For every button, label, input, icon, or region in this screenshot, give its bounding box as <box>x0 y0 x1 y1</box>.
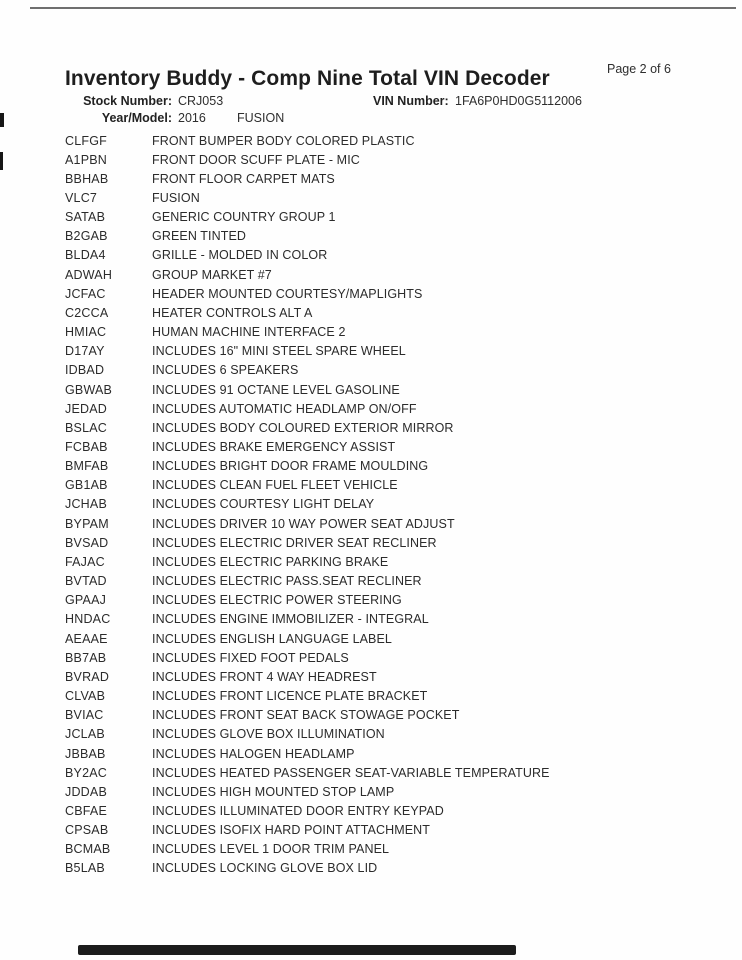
vin-option-row <box>0 285 742 304</box>
option-code: CPSAB <box>65 823 109 838</box>
vin-option-row <box>0 515 742 534</box>
vin-option-row <box>0 342 742 361</box>
option-description: FRONT FLOOR CARPET MATS <box>152 171 335 186</box>
option-description: INCLUDES 91 OCTANE LEVEL GASOLINE <box>152 382 400 397</box>
option-description: FRONT BUMPER BODY COLORED PLASTIC <box>152 133 415 148</box>
option-code: A1PBN <box>65 152 107 167</box>
vin-option-row <box>0 725 742 744</box>
vin-option-row <box>0 764 742 783</box>
vin-option-row <box>0 706 742 725</box>
option-code: CLFGF <box>65 133 107 148</box>
option-code: JDDAB <box>65 784 107 799</box>
vin-number-value: 1FA6P0HD0G5112006 <box>455 94 582 108</box>
option-description: INCLUDES HIGH MOUNTED STOP LAMP <box>152 784 395 799</box>
vin-number-label: VIN Number: <box>373 94 449 108</box>
option-description: GRILLE - MOLDED IN COLOR <box>152 248 328 263</box>
option-code: GB1AB <box>65 478 108 493</box>
option-code: B5LAB <box>65 861 105 876</box>
vin-option-row <box>0 208 742 227</box>
option-description: INCLUDES BRIGHT DOOR FRAME MOULDING <box>152 459 429 474</box>
option-code: BMFAB <box>65 459 109 474</box>
option-description: HUMAN MACHINE INTERFACE 2 <box>152 325 346 340</box>
stock-number-value: CRJ053 <box>178 94 224 108</box>
vin-option-row <box>0 591 742 610</box>
option-code: BVSAD <box>65 535 109 550</box>
option-code: GBWAB <box>65 382 113 397</box>
option-code: CLVAB <box>65 689 106 704</box>
option-description: INCLUDES BRAKE EMERGENCY ASSIST <box>152 440 396 454</box>
option-description: INCLUDES ELECTRIC PARKING BRAKE <box>152 554 389 569</box>
option-code: BVRAD <box>65 669 110 684</box>
vin-option-row <box>0 859 742 878</box>
option-description: INCLUDES ELECTRIC PASS.SEAT RECLINER <box>152 574 422 589</box>
scan-artifact-top-line <box>30 7 736 9</box>
option-code: BLDA4 <box>65 248 106 263</box>
option-code: BYPAM <box>65 516 109 531</box>
option-description: INCLUDES ILLUMINATED DOOR ENTRY KEYPAD <box>152 803 444 818</box>
option-code: AEAAE <box>65 631 108 646</box>
option-description: GREEN TINTED <box>152 229 247 244</box>
option-description: INCLUDES AUTOMATIC HEADLAMP ON/OFF <box>152 401 417 416</box>
option-description: GROUP MARKET #7 <box>152 267 272 282</box>
option-description: INCLUDES ELECTRIC POWER STEERING <box>152 593 402 608</box>
option-description: INCLUDES FRONT 4 WAY HEADREST <box>152 669 377 684</box>
option-code: FCBAB <box>65 440 108 454</box>
vin-option-row <box>0 572 742 591</box>
option-code: C2CCA <box>65 305 109 320</box>
option-description: INCLUDES 16" MINI STEEL SPARE WHEEL <box>152 344 406 359</box>
option-description: FRONT DOOR SCUFF PLATE - MIC <box>152 152 360 167</box>
option-description: HEADER MOUNTED COURTESY/MAPLIGHTS <box>152 286 423 301</box>
vin-option-row <box>0 476 742 495</box>
option-description: INCLUDES ENGINE IMMOBILIZER - INTEGRAL <box>152 612 429 627</box>
option-description: INCLUDES FRONT SEAT BACK STOWAGE POCKET <box>152 708 460 723</box>
option-code: VLC7 <box>65 190 98 205</box>
option-description: INCLUDES GLOVE BOX ILLUMINATION <box>152 727 385 742</box>
vin-option-row <box>0 151 742 170</box>
vin-option-row <box>0 438 742 457</box>
option-code: GPAAJ <box>65 593 107 608</box>
option-description: INCLUDES HEATED PASSENGER SEAT-VARIABLE TEMPERATURE <box>152 765 550 780</box>
option-description: HEATER CONTROLS ALT A <box>152 305 313 320</box>
scan-artifact-bottom-bar <box>78 945 516 955</box>
vin-option-row <box>0 783 742 802</box>
option-code: ADWAH <box>65 267 113 282</box>
option-code: BBHAB <box>65 171 109 186</box>
vin-option-row <box>0 610 742 629</box>
option-description: INCLUDES FIXED FOOT PEDALS <box>152 650 349 665</box>
vin-option-row <box>0 361 742 380</box>
vin-option-row <box>0 170 742 189</box>
vin-option-row <box>0 266 742 285</box>
vin-option-row <box>0 400 742 419</box>
vin-option-row <box>0 495 742 514</box>
model-value: FUSION <box>237 111 285 125</box>
option-code: JCLAB <box>65 727 105 742</box>
option-description: INCLUDES DRIVER 10 WAY POWER SEAT ADJUST <box>152 516 455 531</box>
option-description: INCLUDES ENGLISH LANGUAGE LABEL <box>152 631 392 646</box>
vin-option-row <box>0 381 742 400</box>
option-description: INCLUDES ELECTRIC DRIVER SEAT RECLINER <box>152 535 437 550</box>
year-value: 2016 <box>178 111 206 125</box>
year-model-label: Year/Model: <box>101 111 172 125</box>
vin-option-row <box>0 132 742 151</box>
option-description: INCLUDES ISOFIX HARD POINT ATTACHMENT <box>152 823 431 838</box>
option-code: HNDAC <box>65 612 111 627</box>
vin-option-row <box>0 687 742 706</box>
vin-option-row <box>0 189 742 208</box>
vin-option-row <box>0 227 742 246</box>
option-code: D17AY <box>65 344 105 359</box>
vin-option-row <box>0 419 742 438</box>
option-code: JBBAB <box>65 746 106 761</box>
vin-option-row <box>0 745 742 764</box>
option-code: HMIAC <box>65 325 107 340</box>
option-code: IDBAD <box>65 363 105 378</box>
option-code: BVIAC <box>65 708 104 723</box>
option-description: INCLUDES HALOGEN HEADLAMP <box>152 746 355 761</box>
option-code: BVTAD <box>65 574 107 589</box>
option-code: B2GAB <box>65 229 108 244</box>
option-code: CBFAE <box>65 803 107 818</box>
option-description: INCLUDES LOCKING GLOVE BOX LID <box>152 861 378 876</box>
option-code: JCHAB <box>65 497 107 512</box>
option-code: BCMAB <box>65 842 111 857</box>
option-code: JCFAC <box>65 286 106 301</box>
vin-option-row <box>0 649 742 668</box>
vin-option-row <box>0 630 742 649</box>
option-description: INCLUDES 6 SPEAKERS <box>152 363 299 378</box>
vin-option-row <box>0 668 742 687</box>
option-code: SATAB <box>65 210 106 225</box>
option-description: FUSION <box>152 190 200 205</box>
page-title: Inventory Buddy - Comp Nine Total VIN Decoder <box>65 67 550 90</box>
option-code: BB7AB <box>65 650 107 665</box>
option-description: GENERIC COUNTRY GROUP 1 <box>152 210 336 225</box>
option-code: BY2AC <box>65 765 107 780</box>
vin-option-row <box>0 457 742 476</box>
option-description: INCLUDES BODY COLOURED EXTERIOR MIRROR <box>152 420 454 435</box>
options-list <box>0 132 742 879</box>
option-description: INCLUDES FRONT LICENCE PLATE BRACKET <box>152 689 428 704</box>
option-description: INCLUDES LEVEL 1 DOOR TRIM PANEL <box>152 842 390 857</box>
vin-option-row <box>0 553 742 572</box>
option-description: INCLUDES COURTESY LIGHT DELAY <box>152 497 375 512</box>
vin-option-row <box>0 821 742 840</box>
page-indicator: Page 2 of 6 <box>607 62 671 76</box>
option-description: INCLUDES CLEAN FUEL FLEET VEHICLE <box>152 478 398 493</box>
vin-option-row <box>0 304 742 323</box>
vin-option-row <box>0 534 742 553</box>
vin-option-row <box>0 323 742 342</box>
option-code: FAJAC <box>65 554 105 569</box>
option-code: JEDAD <box>65 401 107 416</box>
vin-option-row <box>0 246 742 265</box>
vin-option-row <box>0 840 742 859</box>
option-code: BSLAC <box>65 420 107 435</box>
vin-option-row <box>0 802 742 821</box>
stock-number-label: Stock Number: <box>83 94 172 108</box>
